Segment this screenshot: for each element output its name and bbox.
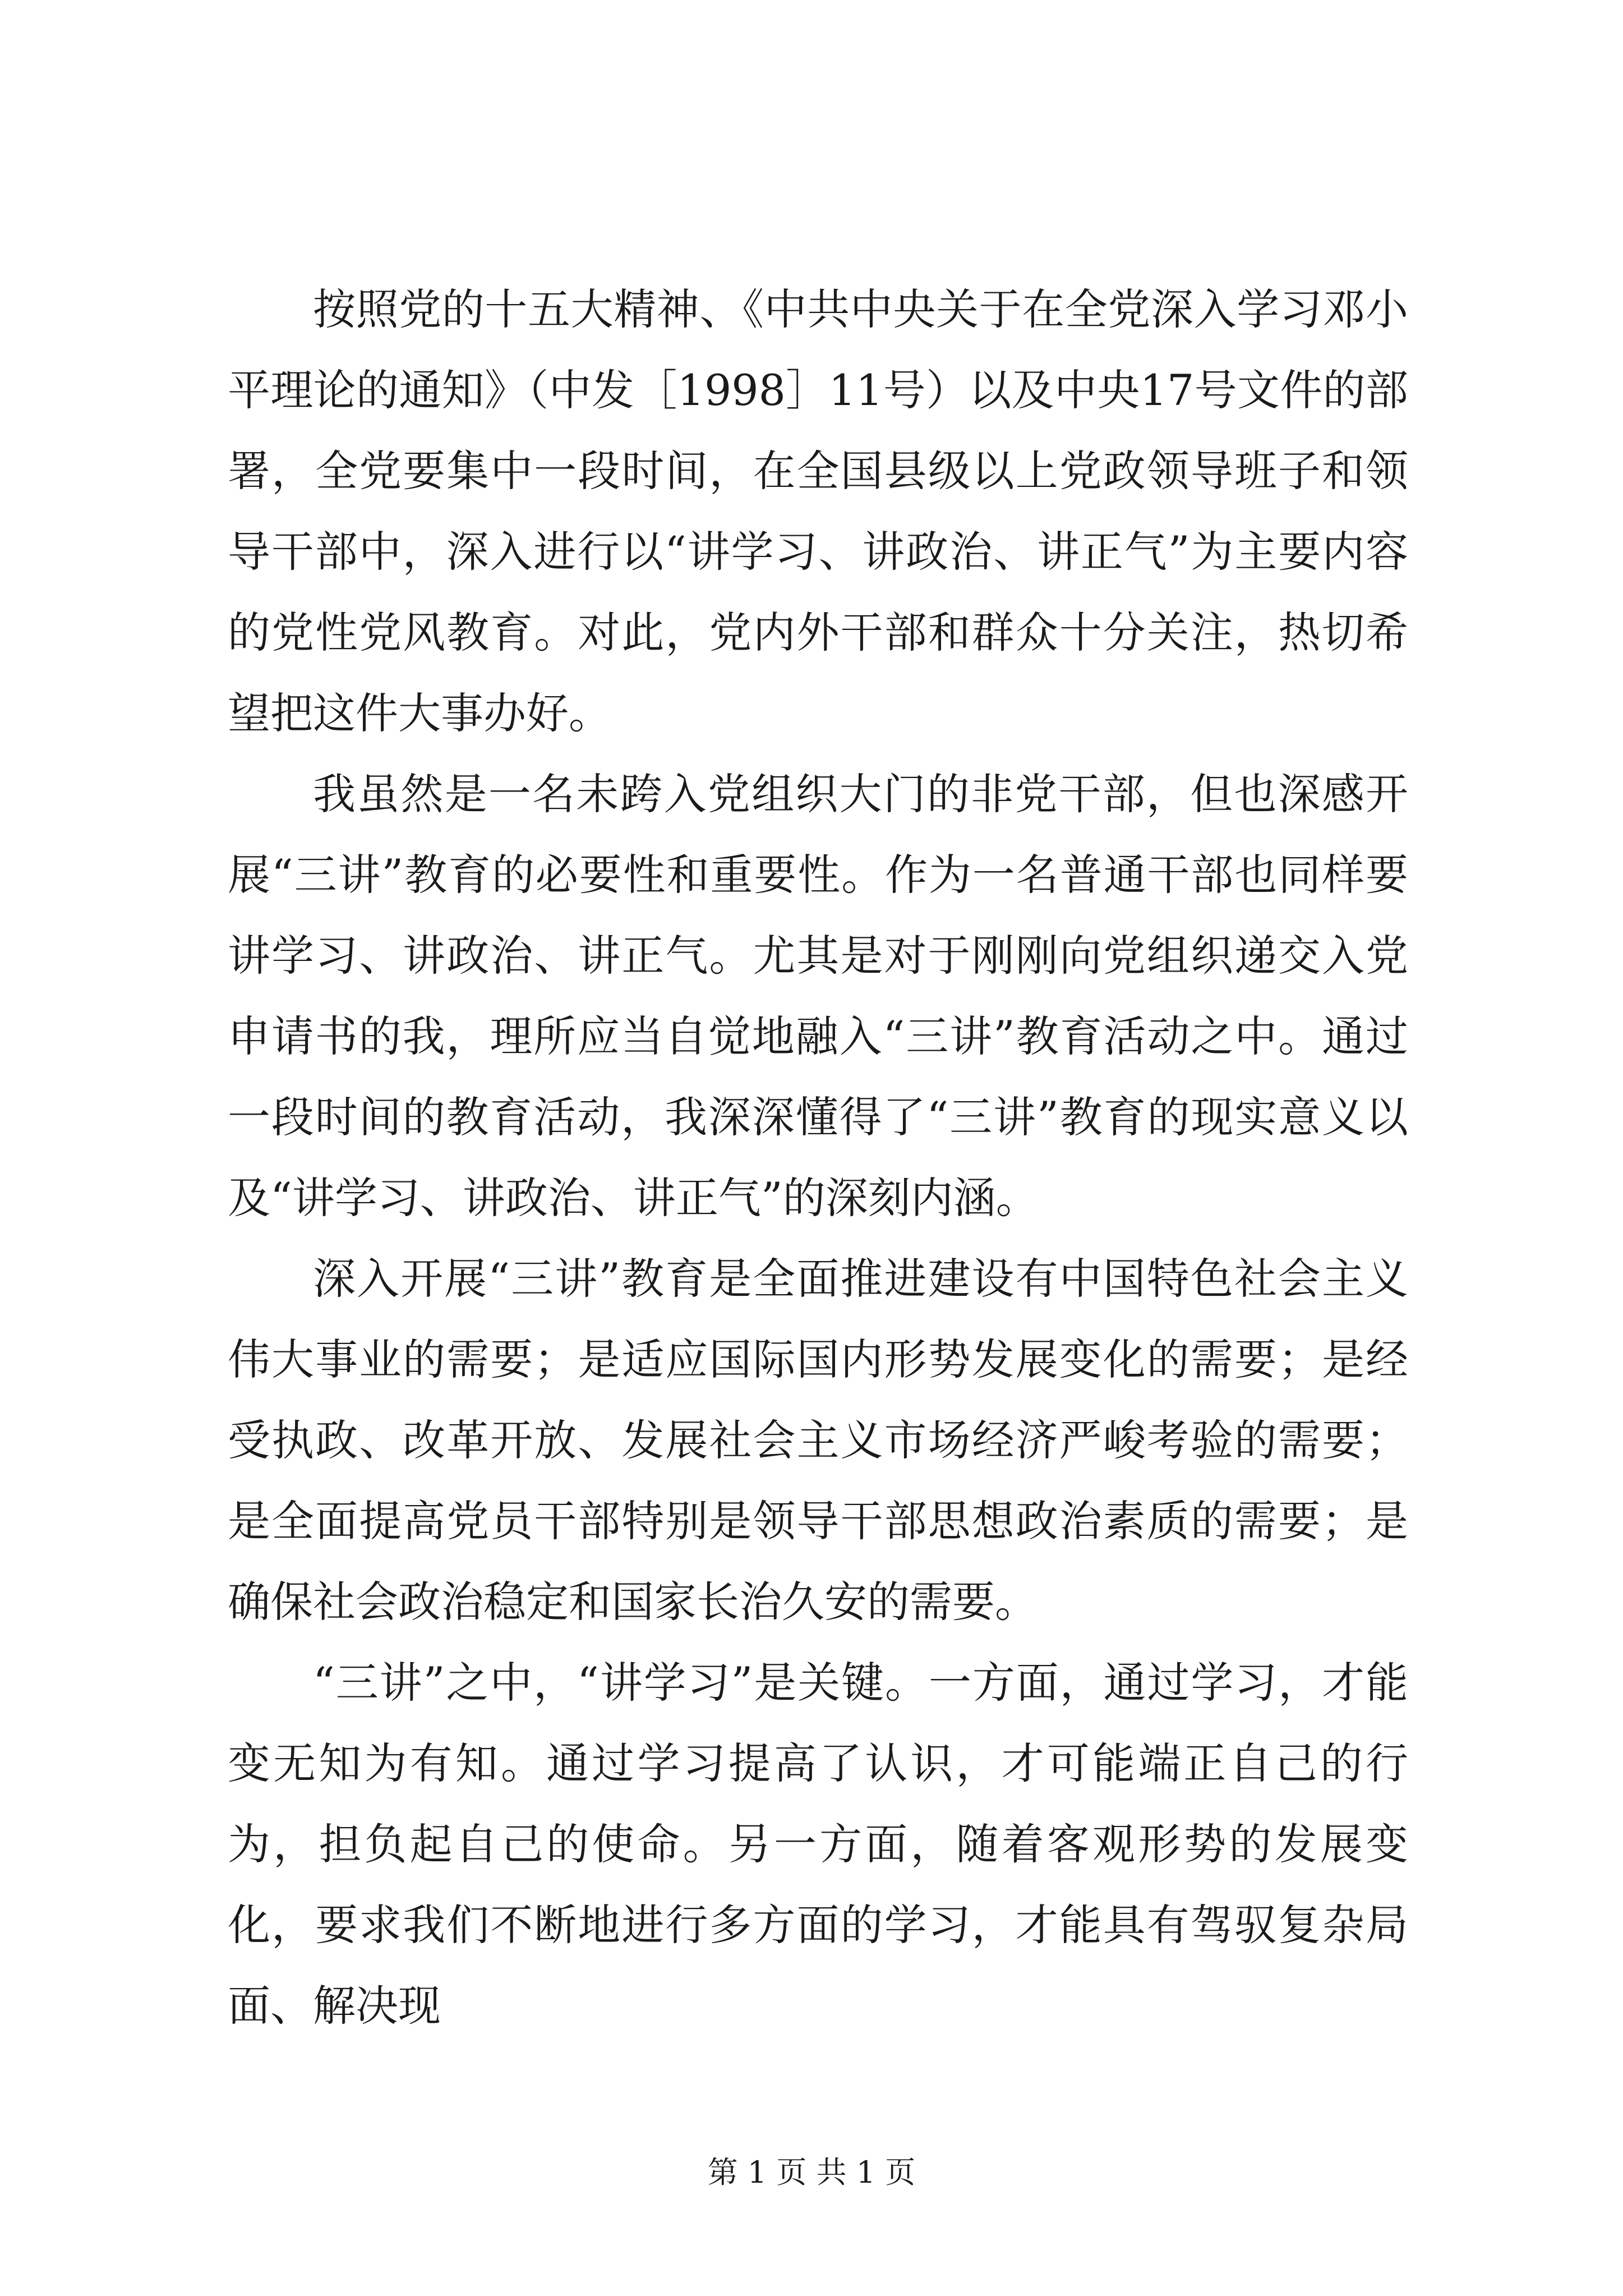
page-number-label: 第 1 页 共 1 页: [707, 2155, 916, 2190]
paragraph-3: 深入开展“三讲”教育是全面推进建设有中国特色社会主义伟大事业的需要；是适应国际国内形势发展变化的需要；是经受执政、改革开放、发展社会主义市场经济严峻考验的需要；是全面提高党员干部特别是领导干部思想政治素质的需要；是确保社会政治稳定和国家长治久安的需要。: [228, 1254, 1408, 1627]
paragraph-1: 按照党的十五大精神、《中共中央关于在全党深入学习邓小平理论的通知》（中发［1998］11号）以及中央17号文件的部署，全党要集中一段时间，在全国县级以上党政领导班子和领导干部中，深入进行以“讲学习、讲政治、讲正气”为主要内容的党性党风教育。对此，党内外干部和群众十分关注，热切希望把这件大事办好。: [228, 284, 1408, 738]
page-footer: [0, 2153, 1623, 2192]
paragraph-4: “三讲”之中，“讲学习”是关键。一方面，通过学习，才能变无知为有知。通过学习提高了认识，才可能端正自己的行为，担负起自己的使命。另一方面，随着客观形势的发展变化，要求我们不断地进行多方面的学习，才能具有驾驭复杂局面、解决现: [228, 1658, 1408, 2031]
document-body: [228, 269, 1408, 2046]
paragraph-2: 我虽然是一名未跨入党组织大门的非党干部，但也深感开展“三讲”教育的必要性和重要性。作为一名普通干部也同样要讲学习、讲政治、讲正气。尤其是对于刚刚向党组织递交入党申请书的我，理所应当自觉地融入“三讲”教育活动之中。通过一段时间的教育活动，我深深懂得了“三讲”教育的现实意义以及“讲学习、讲政治、讲正气”的深刻内涵。: [228, 769, 1408, 1223]
